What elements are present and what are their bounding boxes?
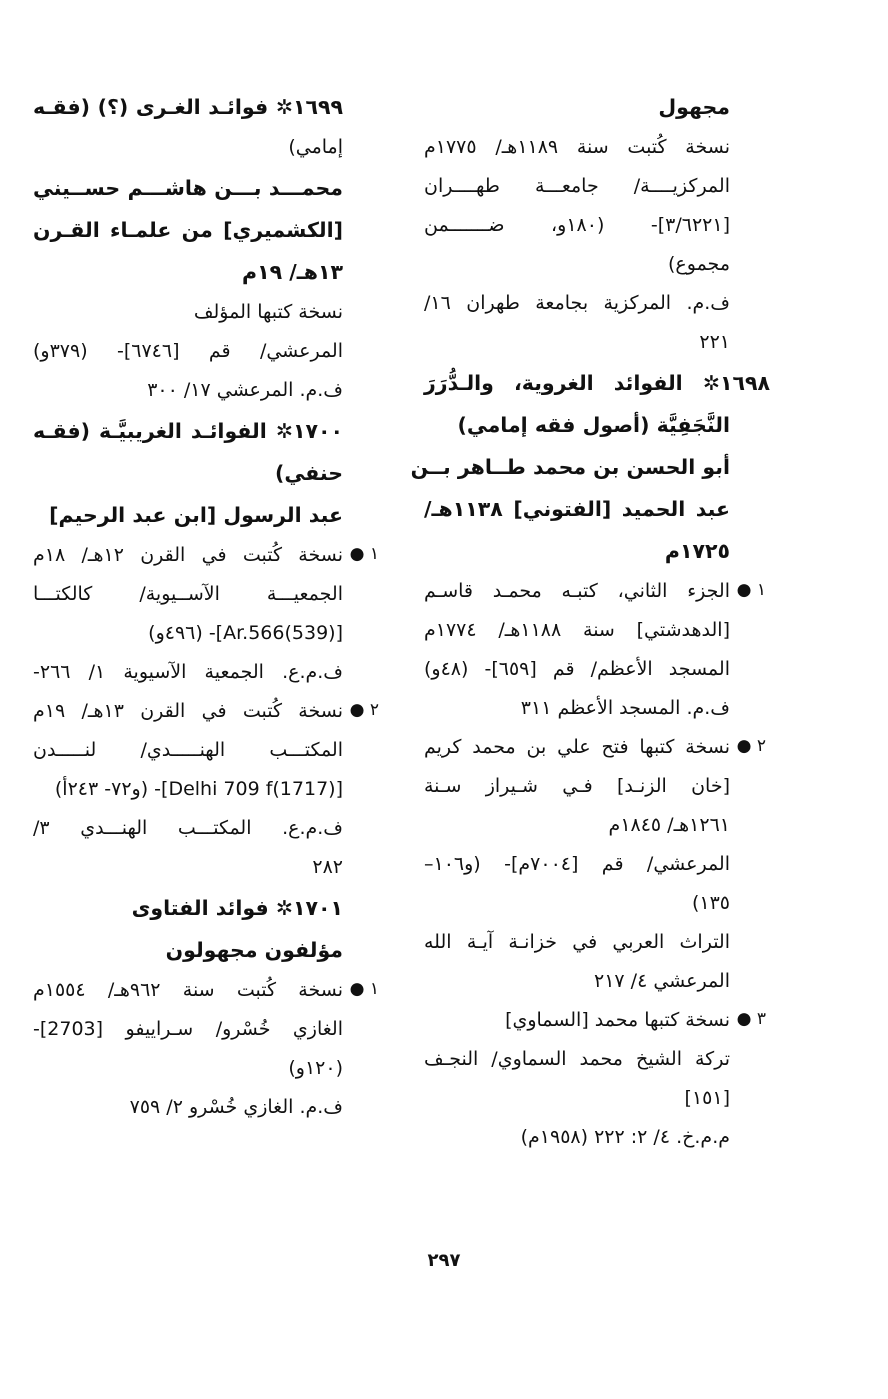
text-line: ١٣٥) xyxy=(691,892,730,914)
text-line: ف.م. المسجد الأعظم ٣١١ xyxy=(520,697,730,719)
text-line: مجموع) xyxy=(668,253,730,275)
text-line: المكتـــب الهنـــــدي/ لنـــــدن xyxy=(33,739,343,761)
text-line: نسخة كتبها المؤلف xyxy=(193,301,343,323)
text-line: م.م.خ. ٤/ ٢: ٢٢٢ (١٩٥٨م) xyxy=(520,1126,730,1148)
entry-title: ١٧٠١✲ فوائد الفتاوى xyxy=(131,896,343,920)
text-line: ف.م.ع. المكتـــب الهنـــدي ٣/ xyxy=(33,817,343,839)
copy-marker: ٣ ● xyxy=(736,1009,766,1029)
copy-item xyxy=(33,692,379,887)
text-line: الغازي خُسْرو/ سـراييفو [2703]- xyxy=(33,1018,343,1040)
entry-author: محمـــد بـــن هاشـــم حســيني xyxy=(33,176,343,200)
left-column xyxy=(33,86,379,1127)
text-line: نسخة كُتبت في القرن ١٣هـ/ ١٩م xyxy=(33,700,343,722)
text-line: [Delhi 709 f(1717)]- (و٧٢- ٢٤٣أ) xyxy=(54,778,343,800)
text-line: ف.م. المرعشي ١٧/ ٣٠٠ xyxy=(147,379,343,401)
entry-title: ١٧٠٠✲ الفوائـد الغريبيَّـة (فقـه xyxy=(33,419,343,443)
text-line: نسخة كتبها محمد [السماوي] xyxy=(505,1009,730,1031)
entry-author: ١٧٢٥م xyxy=(664,539,730,563)
text-line: ف.م. الغازي خُسْرو ٢/ ٧٥٩ xyxy=(129,1096,343,1118)
copy-item xyxy=(424,572,766,728)
entry-title: حنفي) xyxy=(274,461,343,485)
entry-1699 xyxy=(33,86,343,410)
text-line: ٢٢١ xyxy=(699,331,730,353)
text-line: المرعشي/ قم [٧٠٠٤م]- (و١٠٦– xyxy=(424,853,730,875)
text-line: [Ar.566(539)]- (٤٩٦و) xyxy=(148,622,343,644)
copy-item xyxy=(424,728,766,1001)
copy-marker: ٢ ● xyxy=(736,736,766,756)
entry-author: عبد الحميد [الفتوني] ١١٣٨هـ/ xyxy=(424,497,730,521)
text-line: [الدهدشتي] سنة ١١٨٨هـ/ ١٧٧٤م xyxy=(424,619,730,641)
copy-item xyxy=(33,536,379,692)
text-line: [١٥١] xyxy=(684,1087,730,1109)
text-line: [خان الزنـد] فـي شـيراز سـنة xyxy=(424,775,730,797)
text-line: المرعشي/ قم [٦٧٤٦]- (٣٧٩و) xyxy=(33,340,343,362)
text-line: نسخة كُتبت سنة ٩٦٢هـ/ ١٥٥٤م xyxy=(33,979,343,1001)
copy-item xyxy=(424,1001,766,1157)
text-line: (١٢٠و) xyxy=(288,1057,343,1079)
entry-author: ١٣هـ/ ١٩م xyxy=(242,260,343,284)
text-line: ٢٨٢ xyxy=(312,856,343,878)
entry-1700 xyxy=(33,410,343,536)
text-line: تركة الشيخ محمد السماوي/ النجـف xyxy=(424,1048,730,1070)
text-line: الجزء الثاني، كتبـه محمـد قاسـم xyxy=(424,580,730,602)
text-line: المركزيــــة/ جامعـــة طهــــران xyxy=(424,175,730,197)
entry-title: ١٦٩٨✲ الفوائد الغروية، والـدُّرَرَ xyxy=(424,371,770,395)
text-line: المسجد الأعظم/ قم [٦٥٩]- (٤٨و) xyxy=(424,658,730,680)
entry-author: أبو الحسن بن محمد طــاهر بــن xyxy=(410,455,730,479)
copy-marker: ١ ● xyxy=(736,580,766,600)
copy-item xyxy=(33,971,379,1127)
entry-author: [الكشميري] من علمـاء القـرن xyxy=(33,218,343,242)
entry-title: ١٦٩٩✲ فوائـد الغـرى (؟) (فقـه xyxy=(33,95,343,119)
text-line: ١٢٦١هـ/ ١٨٤٥م xyxy=(608,814,730,836)
copy-marker: ١ ● xyxy=(349,544,379,564)
text-line: نسخة كُتبت في القرن ١٢هـ/ ١٨م xyxy=(33,544,343,566)
text-line: نسخة كُتبت سنة ١١٨٩هـ/ ١٧٧٥م xyxy=(424,136,730,158)
copy-marker: ١ ● xyxy=(349,979,379,999)
entry-author: عبد الرسول [ابن عبد الرحيم] xyxy=(49,503,343,527)
copy-marker: ٢ ● xyxy=(349,700,379,720)
text-line: الجمعيـــة الآســيوية/ كالكتـــا xyxy=(33,583,343,605)
text-line: ف.م. المركزية بجامعة طهران ١٦/ xyxy=(424,292,730,314)
text-line: [٣/٦٢٢١]- (١٨٠و، ضـــــــمن xyxy=(424,214,730,236)
right-column xyxy=(410,86,770,1157)
text-line: المرعشي ٤/ ٢١٧ xyxy=(594,970,730,992)
text-line: التراث العربي في خزانـة آيـة الله xyxy=(424,931,730,953)
entry-author: مؤلفون مجهولون xyxy=(165,938,343,962)
entry-1701 xyxy=(33,887,343,971)
author-line: مجهول xyxy=(658,95,730,119)
page-number: ٢٩٧ xyxy=(427,1250,461,1271)
text-line: نسخة كتبها فتح علي بن محمد كريم xyxy=(424,736,730,758)
entry-1698 xyxy=(410,362,770,572)
entry-title: إمامي) xyxy=(288,136,343,158)
entry-title: النَّجَفِيَّة (أصول فقه إمامي) xyxy=(457,413,730,437)
text-line: ف.م.ع. الجمعية الآسيوية ١/ ٢٦٦- xyxy=(33,661,343,683)
